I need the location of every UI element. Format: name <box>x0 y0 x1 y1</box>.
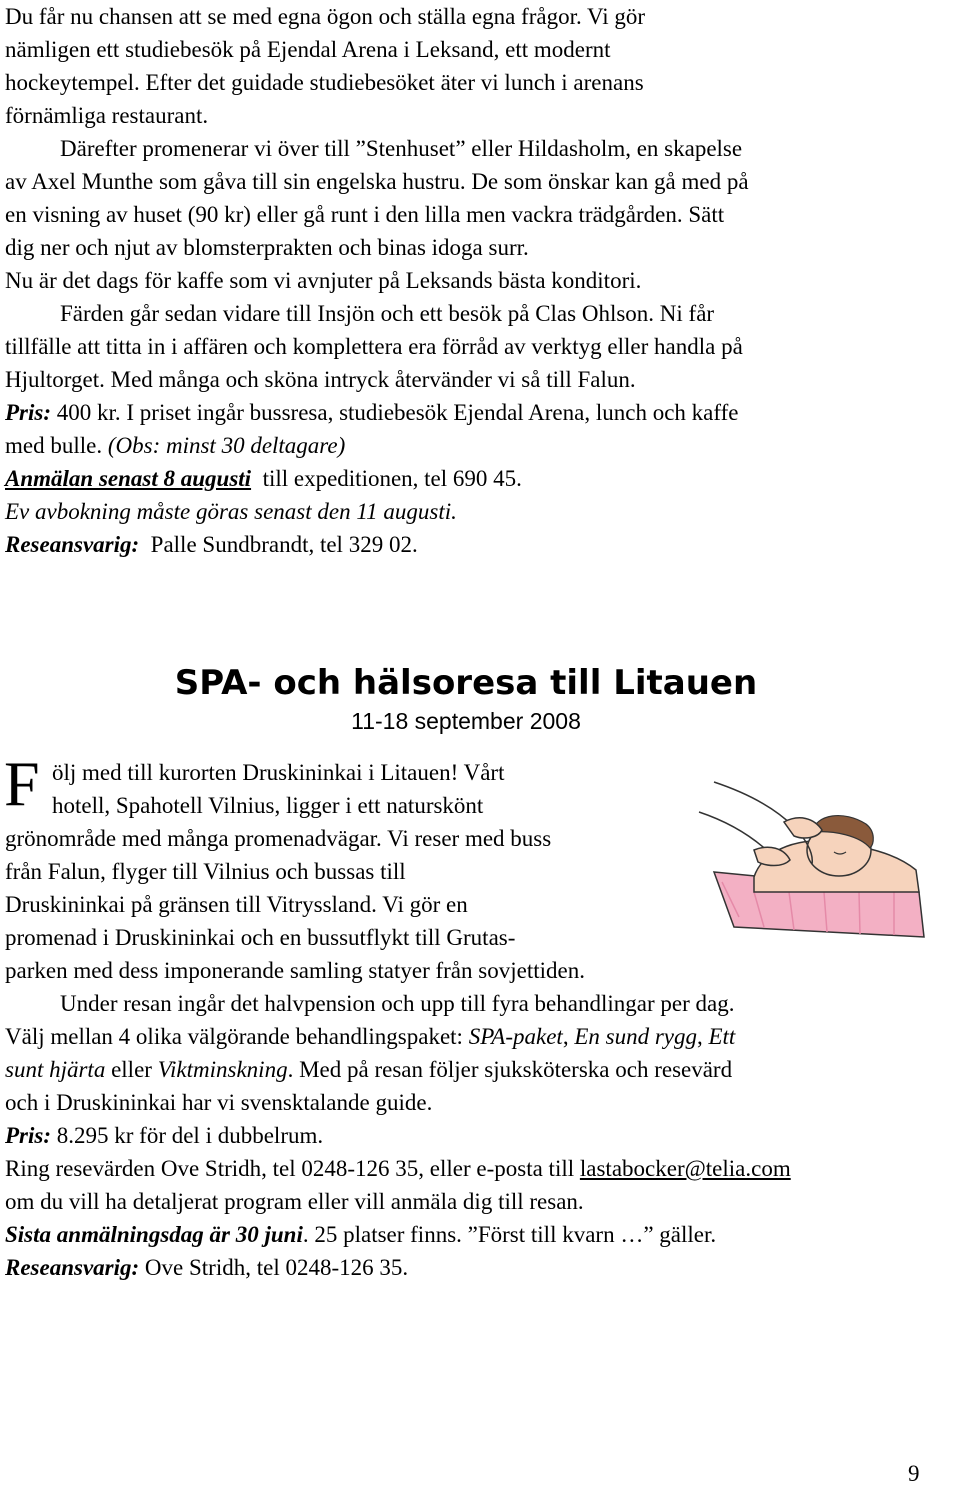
price-line <box>5 1119 323 1152</box>
responsible-text: Ove Stridh, tel 0248-126 35. <box>144 1255 409 1280</box>
responsible-label: Reseansvarig: <box>5 1255 140 1280</box>
email-link[interactable]: lastabocker@telia.com <box>579 1156 791 1181</box>
spa-line: promenad i Druskininkai och en bussutflykt till Grutas- <box>5 925 516 950</box>
signup-line <box>5 462 522 495</box>
intro-line: dig ner och njut av blomsterprakten och binas idoga surr. <box>5 235 529 260</box>
spa-line: om du vill ha detaljerat program eller vill anmäla dig till resan. <box>5 1189 584 1214</box>
price-label: Pris: <box>5 400 51 425</box>
contact-text: Ring resevärden Ove Stridh, tel 0248-126 35, eller e-posta till <box>5 1156 580 1181</box>
responsible-label: Reseansvarig: <box>5 532 140 557</box>
bulle-text: med bulle. <box>5 433 103 458</box>
price-line <box>5 396 738 429</box>
spa-line: grönområde med många promenadvägar. Vi reser med buss <box>5 826 552 851</box>
package-spa: SPA-paket <box>468 1024 563 1049</box>
intro-line: Färden går sedan vidare till Insjön och ett besök på Clas Ohlson. Ni får <box>60 301 715 326</box>
spa-line: från Falun, flyger till Vilnius och bussas till <box>5 859 406 884</box>
responsible-line <box>5 528 418 561</box>
separator: , <box>562 1024 575 1049</box>
separator: eller <box>105 1057 158 1082</box>
spa-line <box>5 1053 732 1086</box>
massage-illustration <box>694 752 934 952</box>
packages-intro: Välj mellan 4 olika välgörande behandlingspaket: <box>5 1024 469 1049</box>
price-text: 8.295 kr för del i dubbelrum. <box>56 1123 324 1148</box>
intro-line: Därefter promenerar vi över till ”Stenhuset” eller Hildasholm, en skapelse <box>60 136 743 161</box>
seats-text: . 25 platser finns. ”Först till kvarn …” gäller. <box>302 1222 717 1247</box>
separator: , <box>696 1024 709 1049</box>
spa-line: ölj med till kurorten Druskininkai i Litauen! Vårt <box>52 760 505 785</box>
cancel-note: Ev avbokning måste göras senast den 11 augusti. <box>5 499 457 524</box>
intro-line: förnämliga restaurant. <box>5 103 209 128</box>
spa-line: hotell, Spahotell Vilnius, ligger i ett naturskönt <box>52 793 484 818</box>
intro-line: av Axel Munthe som gåva till sin engelska hustru. De som önskar kan gå med på <box>5 169 749 194</box>
intro-line: Nu är det dags för kaffe som vi avnjuter på Leksands bästa konditori. <box>5 268 642 293</box>
spa-line: parken med dess imponerande samling statyer från sovjettiden. <box>5 958 585 983</box>
deadline-label: Sista anmälningsdag är 30 juni <box>5 1222 303 1247</box>
spa-line: Under resan ingår det halvpension och upp till fyra behandlingar per dag. <box>60 991 735 1016</box>
intro-line: nämligen ett studiebesök på Ejendal Arena i Leksand, ett modernt <box>5 37 611 62</box>
min-participants-note: (Obs: minst 30 deltagare) <box>107 433 346 458</box>
contact-line <box>5 1152 791 1185</box>
package-weight: Viktminskning <box>157 1057 288 1082</box>
package-heart-end: sunt hjärta <box>5 1057 106 1082</box>
intro-line: en visning av huset (90 kr) eller gå runt i den lilla men vackra trädgården. Sätt <box>5 202 725 227</box>
intro-line: hockeytempel. Efter det guidade studiebesöket äter vi lunch i arenans <box>5 70 644 95</box>
intro-line: Du får nu chansen att se med egna ögon och ställa egna frågor. Vi gör <box>5 4 646 29</box>
nurse-text: . Med på resan följer sjuksköterska och resevärd <box>287 1057 733 1082</box>
spa-line: Druskininkai på gränsen till Vitryssland. Vi gör en <box>5 892 468 917</box>
spa-title: SPA- och hälsoresa till Litauen <box>174 663 758 703</box>
page-number: 9 <box>908 1461 920 1486</box>
price-text: 400 kr. I priset ingår bussresa, studiebesök Ejendal Arena, lunch och kaffe <box>56 400 739 425</box>
spa-line: och i Druskininkai har vi svensktalande guide. <box>5 1090 433 1115</box>
signup-label: Anmälan senast 8 augusti <box>5 466 252 491</box>
intro-line: Hjultorget. Med många och sköna intryck återvänder vi så till Falun. <box>5 367 636 392</box>
deadline-line <box>5 1218 716 1251</box>
price-label: Pris: <box>5 1123 51 1148</box>
spa-line <box>5 1020 735 1053</box>
package-heart-start: Ett <box>708 1024 736 1049</box>
dropcap: F <box>4 748 40 819</box>
package-back: En sund rygg <box>574 1024 697 1049</box>
intro-line <box>5 429 345 462</box>
signup-text: till expeditionen, tel 690 45. <box>262 466 522 491</box>
spa-date: 11-18 september 2008 <box>351 708 581 734</box>
intro-line: tillfälle att titta in i affären och komplettera era förråd av verktyg eller handla på <box>5 334 743 359</box>
responsible-text: Palle Sundbrandt, tel 329 02. <box>150 532 418 557</box>
responsible-line <box>5 1251 408 1284</box>
